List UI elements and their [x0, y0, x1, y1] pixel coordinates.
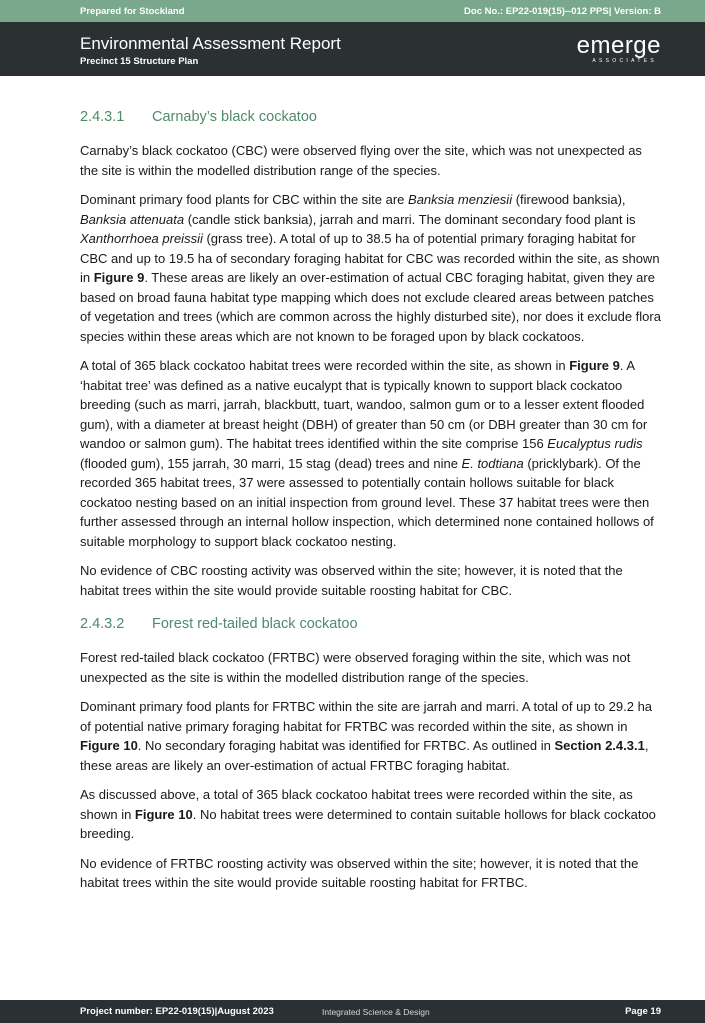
species-name: E. todtiana — [461, 455, 524, 471]
project-number: Project number: EP22-019(15)|August 2023 — [80, 1006, 274, 1017]
page-number: Page 19 — [625, 1006, 661, 1017]
doc-number-label: Doc No.: EP22-019(15)--012 PPS| Version: B — [464, 5, 661, 17]
section-heading-carnabys — [80, 107, 662, 127]
paragraph: No evidence of FRTBC roosting activity was observed within the site; however, it is noted that the habitat trees within the site would provide suitable roosting habitat for FRTBC. — [80, 855, 639, 890]
prepared-for-label: Prepared for Stockland — [80, 5, 185, 17]
species-name: Xanthorrhoea preissii — [80, 231, 203, 246]
paragraph: Dominant primary food plants for FRTBC within the site are jarrah and marri. A total of up to 29.2 ha of potential native primary foraging habitat for FRTBC was recorded within the site, as shown in Figure 10. No secondary foraging habitat was identified for FRTBC. As outlined in Section 2.4.3.1, these areas are likely an over-estimation of actual FRTBC foraging habitat. — [80, 699, 653, 773]
section-number: 2.4.3.1 — [80, 109, 125, 125]
paragraph: A total of 365 black cockatoo habitat trees were recorded within the site, as shown in Figure 9. A ‘habitat tree’ was defined as a native eucalypt that is typically known to support black cockatoo breeding (such as marri, jarrah, blackbutt, tuart, wandoo, salmon gum or to a lesser extent flooded gum), with a diameter at breast height (DBH) of greater than 50 cm (or DBH greater than 30 cm for wandoo or salmon gum). The habitat trees identified within the site comprise 156 Eucalyptus rudis (flooded gum), 155 jarrah, 30 marri, 15 stag (dead) trees and nine E. todtiana (pricklybark). Of the recorded 365 habitat trees, 37 were assessed to potentially contain hollows suitable for black cockatoo nesting based on an initial inspection from ground level. These 37 habitat trees were then further assessed through an internal hollow inspection, which determined none contained hollows of suitable morphology to support black cockatoo nesting. — [80, 358, 654, 549]
section-heading-forest-red-tailed — [80, 614, 662, 634]
figure-reference: Figure 9 — [93, 270, 145, 285]
page-footer — [0, 1000, 705, 1023]
figure-reference: Figure 9 — [569, 358, 620, 373]
paragraph: Carnaby’s black cockatoo (CBC) were observed flying over the site, which was not unexpected as the site is within the modelled distribution range of the species. — [80, 143, 642, 178]
page-content — [80, 107, 662, 893]
section-title: Forest red-tailed black cockatoo — [152, 616, 358, 632]
paragraph: No evidence of CBC roosting activity was observed within the site; however, it is noted that the habitat trees within the site would provide suitable roosting habitat for CBC. — [80, 563, 623, 598]
figure-reference: Figure 10 — [134, 806, 193, 822]
figure-reference: Figure 10 — [80, 738, 138, 753]
logo-subtext: ASSOCIATES — [592, 58, 657, 64]
footer-tagline: Integrated Science & Design — [322, 1006, 430, 1017]
paragraph: Forest red-tailed black cockatoo (FRTBC) were observed foraging within the site, which was not unexpected as the site is within the modelled distribution range of the species. — [80, 650, 631, 685]
emerge-logo — [571, 34, 661, 66]
report-header — [0, 22, 705, 76]
species-name: Banksia attenuata — [80, 211, 185, 227]
logo-wordmark: emerge — [576, 32, 661, 59]
species-name: Banksia menziesii — [408, 192, 513, 207]
section-title: Carnaby’s black cockatoo — [152, 109, 317, 125]
species-name: Eucalyptus rudis — [547, 436, 643, 451]
section-reference: Section 2.4.3.1 — [554, 738, 645, 753]
paragraph: As discussed above, a total of 365 black cockatoo habitat trees were recorded within the site, as shown in Figure 10. No habitat trees were determined to contain suitable hollows for black cockatoo breeding. — [80, 787, 656, 841]
top-banner — [0, 0, 705, 22]
paragraph: Dominant primary food plants for CBC within the site are Banksia menziesii (firewood banksia), Banksia attenuata (candle stick banksia), jarrah and marri. The dominant secondary food plant is Xanthorrhoea preissii (grass tree). A total of up to 38.5 ha of potential primary foraging habitat for CBC and up to 19.5 ha of secondary foraging habitat for CBC was recorded within the site, as shown in Figure 9. These areas are likely an over-estimation of actual CBC foraging habitat, given they are based on broad fauna habitat type mapping which does not exclude cleared areas between patches of vegetation and trees (which are common across the highly disturbed site), nor does it exclude flora species within these areas which are not known to be foraged upon by black cockatoos. — [80, 192, 661, 344]
report-subtitle: Precinct 15 Structure Plan — [80, 56, 199, 67]
report-title: Environmental Assessment Report — [80, 34, 341, 53]
section-number: 2.4.3.2 — [80, 616, 125, 632]
